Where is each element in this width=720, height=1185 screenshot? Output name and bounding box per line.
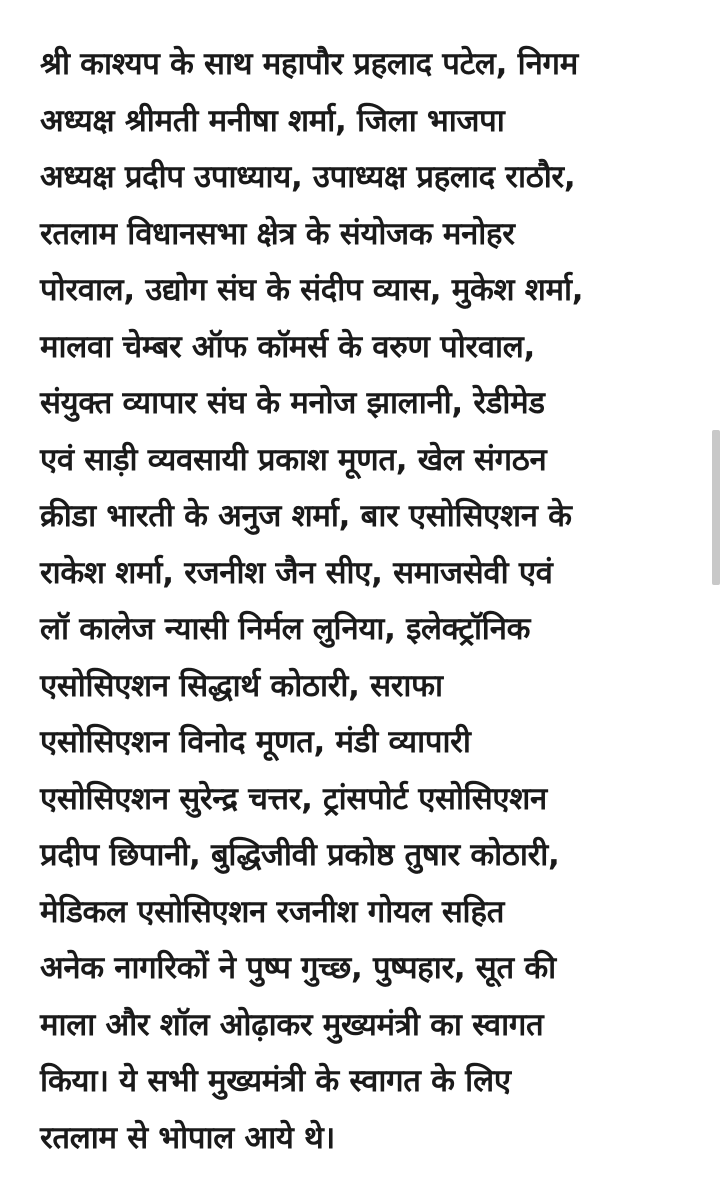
paragraph-line: एसोसिएशन विनोद मूणत, मंडी व्यापारी <box>40 724 471 760</box>
paragraph-line: राकेश शर्मा, रजनीश जैन सीए, समाजसेवी एवं <box>40 554 553 591</box>
paragraph-line: संयुक्त व्यापार संघ के मनोज झालानी, रेडीमेड <box>40 385 545 421</box>
paragraph-line: एसोसिएशन सिद्धार्थ कोठारी, सराफा <box>40 667 443 704</box>
paragraph-line: मालवा चेम्बर ऑफ कॉमर्स के वरुण पोरवाल, <box>40 328 535 365</box>
paragraph-line: प्रदीप छिपानी, बुद्धिजीवी प्रकोष्ठ तुषार कोठारी, <box>40 837 560 873</box>
paragraph-line: किया। ये सभी मुख्यमंत्री के स्वागत के लिए <box>40 1063 511 1099</box>
paragraph-line: रतलाम विधानसभा क्षेत्र के संयोजक मनोहर <box>40 215 515 252</box>
paragraph-line: क्रीडा भारती के अनुज शर्मा, बार एसोसिएशन के <box>40 498 572 534</box>
paragraph-line: माला और शॉल ओढ़ाकर मुख्यमंत्री का स्वागत <box>40 1006 544 1043</box>
paragraph-line: श्री काश्यप के साथ महापौर प्रहलाद पटेल, निगम <box>40 46 578 82</box>
paragraph-line: एसोसिएशन सुरेन्द्र चत्तर, ट्रांसपोर्ट एसोसिएशन <box>40 780 547 817</box>
paragraph-line: अनेक नागरिकों ने पुष्प गुच्छ, पुष्पहार, सूत की <box>40 950 556 986</box>
paragraph-line: अध्यक्ष प्रदीप उपाध्याय, उपाध्यक्ष प्रहलाद राठौर, <box>40 159 576 195</box>
scrollbar-thumb[interactable] <box>712 430 720 585</box>
paragraph-line: एवं साड़ी व्यवसायी प्रकाश मूणत, खेल संगठन <box>40 441 547 478</box>
paragraph-line: लॉ कालेज न्यासी निर्मल लुनिया, इलेक्ट्रॉनिक <box>40 611 531 647</box>
paragraph-line: रतलाम से भोपाल आये थे। <box>40 1119 335 1156</box>
paragraph-line: मेडिकल एसोसिएशन रजनीश गोयल सहित <box>40 893 505 930</box>
article-paragraph <box>40 36 680 1166</box>
paragraph-line: अध्यक्ष श्रीमती मनीषा शर्मा, जिला भाजपा <box>40 102 505 139</box>
paragraph-line: पोरवाल, उद्योग संघ के संदीप व्यास, मुकेश शर्मा, <box>40 272 584 308</box>
